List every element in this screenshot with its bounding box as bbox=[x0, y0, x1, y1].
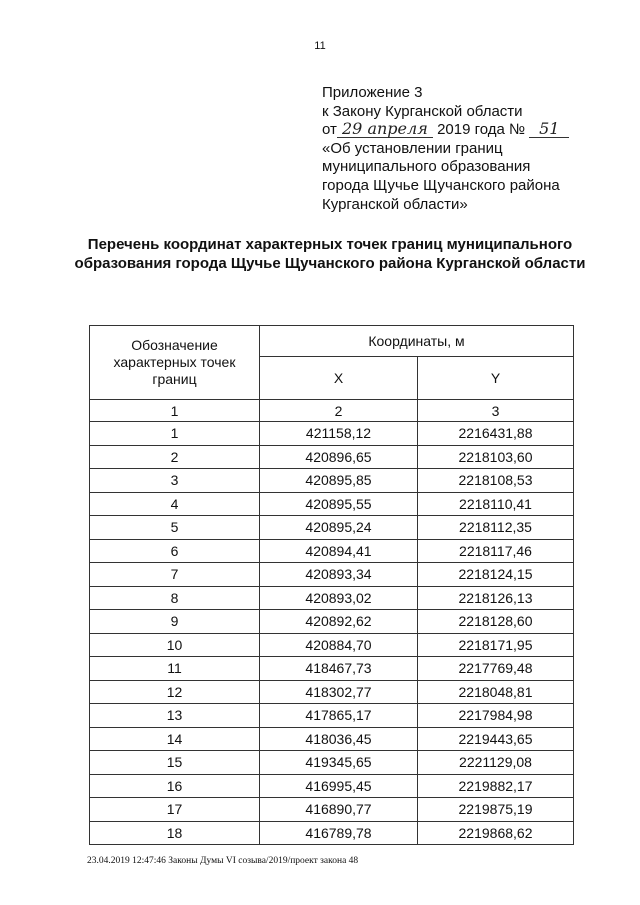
x-cell: 416995,45 bbox=[260, 774, 418, 798]
handwritten-date: 29 апреля bbox=[337, 121, 433, 138]
point-cell: 8 bbox=[90, 586, 260, 610]
header-coordinates: Координаты, м bbox=[260, 326, 574, 357]
table-row bbox=[90, 657, 574, 681]
x-cell: 416789,78 bbox=[260, 821, 418, 845]
x-cell: 420895,24 bbox=[260, 516, 418, 540]
column-number-row bbox=[90, 400, 574, 422]
table-row bbox=[90, 422, 574, 446]
x-cell: 418467,73 bbox=[260, 657, 418, 681]
x-cell: 420884,70 bbox=[260, 633, 418, 657]
table-row bbox=[90, 469, 574, 493]
appendix-title: Приложение 3 bbox=[322, 84, 423, 101]
appendix-law-title-4: Курганской области» bbox=[322, 195, 468, 213]
y-cell: 2218126,13 bbox=[418, 586, 574, 610]
table-row bbox=[90, 633, 574, 657]
table-row bbox=[90, 586, 574, 610]
point-cell: 5 bbox=[90, 516, 260, 540]
year-text: 2019 года № bbox=[437, 121, 526, 139]
x-cell: 419345,65 bbox=[260, 751, 418, 775]
x-cell: 420895,85 bbox=[260, 469, 418, 493]
y-cell: 2219882,17 bbox=[418, 774, 574, 798]
x-cell: 421158,12 bbox=[260, 422, 418, 446]
y-cell: 2218048,81 bbox=[418, 680, 574, 704]
table-row bbox=[90, 492, 574, 516]
table-row bbox=[90, 680, 574, 704]
point-cell: 10 bbox=[90, 633, 260, 657]
y-cell: 2218112,35 bbox=[418, 516, 574, 540]
x-cell: 418036,45 bbox=[260, 727, 418, 751]
y-cell: 2219443,65 bbox=[418, 727, 574, 751]
table-row bbox=[90, 539, 574, 563]
y-cell: 2217984,98 bbox=[418, 704, 574, 728]
appendix-law-ref: к Закону Курганской области bbox=[322, 102, 523, 120]
x-cell: 416890,77 bbox=[260, 798, 418, 822]
column-number-2: 2 bbox=[260, 400, 418, 422]
table-row bbox=[90, 798, 574, 822]
point-cell: 17 bbox=[90, 798, 260, 822]
handwritten-law-number: 51 bbox=[529, 121, 569, 138]
y-cell: 2217769,48 bbox=[418, 657, 574, 681]
x-cell: 420893,34 bbox=[260, 563, 418, 587]
table-row bbox=[90, 563, 574, 587]
y-cell: 2218117,46 bbox=[418, 539, 574, 563]
header-y: Y bbox=[418, 357, 574, 400]
y-cell: 2218128,60 bbox=[418, 610, 574, 634]
point-cell: 7 bbox=[90, 563, 260, 587]
table-row bbox=[90, 774, 574, 798]
y-cell: 2219868,62 bbox=[418, 821, 574, 845]
appendix-law-title-3: города Щучье Щучанского района bbox=[322, 176, 560, 194]
y-cell: 2218171,95 bbox=[418, 633, 574, 657]
table-row bbox=[90, 610, 574, 634]
point-cell: 13 bbox=[90, 704, 260, 728]
header-x: X bbox=[260, 357, 418, 400]
y-cell: 2219875,19 bbox=[418, 798, 574, 822]
appendix-law-title-2: муниципального образования bbox=[322, 158, 531, 176]
point-cell: 1 bbox=[90, 422, 260, 446]
x-cell: 420896,65 bbox=[260, 445, 418, 469]
table-row bbox=[90, 516, 574, 540]
table-row bbox=[90, 751, 574, 775]
point-cell: 4 bbox=[90, 492, 260, 516]
point-cell: 18 bbox=[90, 821, 260, 845]
column-number-1: 1 bbox=[90, 400, 260, 422]
page-number: 11 bbox=[314, 40, 326, 52]
x-cell: 418302,77 bbox=[260, 680, 418, 704]
x-cell: 417865,17 bbox=[260, 704, 418, 728]
x-cell: 420893,02 bbox=[260, 586, 418, 610]
y-cell: 2218124,15 bbox=[418, 563, 574, 587]
coordinates-table bbox=[89, 325, 574, 845]
point-cell: 14 bbox=[90, 727, 260, 751]
point-cell: 11 bbox=[90, 657, 260, 681]
point-cell: 2 bbox=[90, 445, 260, 469]
table-row bbox=[90, 704, 574, 728]
point-cell: 3 bbox=[90, 469, 260, 493]
point-cell: 6 bbox=[90, 539, 260, 563]
appendix-block bbox=[322, 84, 622, 214]
point-cell: 12 bbox=[90, 680, 260, 704]
y-cell: 2216431,88 bbox=[418, 422, 574, 446]
y-cell: 2218108,53 bbox=[418, 469, 574, 493]
y-cell: 2221129,08 bbox=[418, 751, 574, 775]
table-row bbox=[90, 445, 574, 469]
appendix-law-title-1: «Об установлении границ bbox=[322, 139, 503, 157]
x-cell: 420895,55 bbox=[260, 492, 418, 516]
y-cell: 2218103,60 bbox=[418, 445, 574, 469]
footer-stamp: 23.04.2019 12:47:46 Законы Думы VI созыва/2019/проект закона 48 bbox=[87, 856, 359, 866]
document-title: Перечень координат характерных точек границ муниципального образования города Щучье Щучанского района Курганской области bbox=[74, 236, 586, 272]
point-cell: 9 bbox=[90, 610, 260, 634]
appendix-date-line bbox=[322, 121, 622, 140]
table-row bbox=[90, 727, 574, 751]
point-cell: 15 bbox=[90, 751, 260, 775]
table-header-row bbox=[90, 326, 574, 357]
column-number-3: 3 bbox=[418, 400, 574, 422]
x-cell: 420894,41 bbox=[260, 539, 418, 563]
x-cell: 420892,62 bbox=[260, 610, 418, 634]
date-prefix: от bbox=[322, 121, 337, 139]
header-point-label: Обозначение характерных точек границ bbox=[90, 326, 260, 400]
point-cell: 16 bbox=[90, 774, 260, 798]
table-row bbox=[90, 821, 574, 845]
y-cell: 2218110,41 bbox=[418, 492, 574, 516]
